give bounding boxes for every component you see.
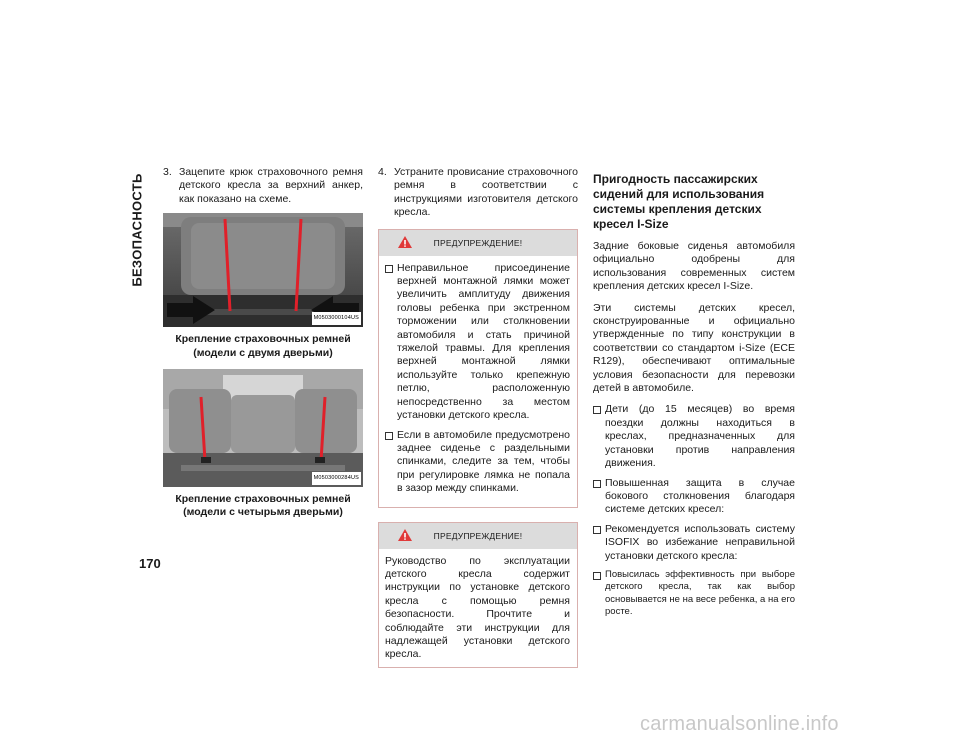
- checkbox-bullet-icon: [593, 406, 601, 414]
- paragraph-1: Задние боковые сиденья автомобиля официально одобрены для использования современных систем крепления детских кресел I-Size.: [593, 240, 795, 293]
- step-3: [163, 166, 363, 206]
- section-tab-label: БЕЗОПАСНОСТЬ: [129, 173, 145, 287]
- step-4-number: 4.: [378, 166, 387, 178]
- column-1: [163, 166, 363, 520]
- watermark: carmanualsonline.info: [640, 713, 839, 735]
- four-door-seat-photo: [163, 369, 363, 487]
- checkbox-bullet-icon: [593, 526, 601, 534]
- section-tab: [126, 170, 148, 290]
- column-3: [593, 172, 795, 625]
- warning-2-text: Руководство по эксплуатации детского кресла содержит инструкции по установке детского кресла с помощью ремня безопасности. Прочтите и соблюдайте эти инструкции для надлежащей установки детского кресла.: [385, 554, 570, 661]
- list-item: Повышенная защита в случае бокового столкновения благодаря системе детских кресел:: [593, 477, 795, 517]
- section-heading: Пригодность пассажирских сидений для использования системы крепления детских кресел I-Size: [593, 172, 765, 231]
- figure-2-caption: Крепление страховочных ремней (модели с четырьмя дверьми): [175, 493, 351, 519]
- warning-box-2: [378, 522, 578, 668]
- warning-2-header: [379, 523, 577, 549]
- list-item: Рекомендуется использовать систему ISOFIX во избежание неправильной установки детского кресла:: [593, 523, 795, 563]
- warning-1-item: Неправильное присоединение верхней монтажной лямки может увеличить амплитуду движения головы ребенка при экстренном торможении или столкновении автомобиля и стать причиной тяжелой травмы. Для крепления верхней монтажной лямки используйте только крепежную петлю, расположенную непосредственно за местом установки детского кресла.: [385, 262, 570, 423]
- step-3-number: 3.: [163, 166, 172, 178]
- warning-1-title: ПРЕДУПРЕЖДЕНИЕ!: [433, 237, 523, 248]
- step-4-text: Устраните провисание страховочного ремня в соответствии с инструкциями изготовителя детского кресла.: [394, 166, 578, 219]
- list-item: Повысилась эффективность при выборе детского кресла, так как выбор основывается не на весе ребенка, а на его росте.: [593, 569, 795, 619]
- warning-2-body: [379, 549, 577, 667]
- figure-two-door-tether: [163, 213, 363, 327]
- column-2: [378, 166, 578, 668]
- step-3-text: Зацепите крюк страховочного ремня детского кресла за верхний анкер, как показано на схеме.: [179, 166, 363, 205]
- figure-four-door-tether: [163, 369, 363, 487]
- warning-1-body: [379, 256, 577, 507]
- checkbox-bullet-icon: [385, 265, 393, 273]
- two-door-seat-photo: [163, 213, 363, 327]
- checkbox-bullet-icon: [593, 480, 601, 488]
- paragraph-2: Эти системы детских кресел, сконструированные и официально утвержденные по типу конструкции в соответствии со стандартом i-Size (ECE R129), обеспечивают оптимальные условия безопасности для перевозки детей в автомобиле.: [593, 301, 795, 395]
- warning-box-1: [378, 229, 578, 508]
- warning-1-header: [379, 230, 577, 256]
- checkbox-bullet-icon: [385, 432, 393, 440]
- page-number: 170: [139, 556, 161, 571]
- warning-2-title: ПРЕДУПРЕЖДЕНИЕ!: [433, 530, 523, 541]
- figure-2-code: M0503000284US: [312, 472, 361, 485]
- checkbox-bullet-icon: [593, 572, 601, 580]
- list-item: Дети (до 15 месяцев) во время поездки должны находиться в креслах, предназначенных для установки против направления движения.: [593, 403, 795, 470]
- warning-1-item: Если в автомобиле предусмотрено заднее сиденье с раздельными спинками, следите за тем, чтобы при регулировке лямка не попала в зазор между спинками.: [385, 429, 570, 496]
- figure-1-caption: Крепление страховочных ремней (модели с двумя дверьми): [175, 333, 351, 359]
- step-4: [378, 166, 578, 220]
- figure-1-code: M0503000104US: [312, 312, 361, 325]
